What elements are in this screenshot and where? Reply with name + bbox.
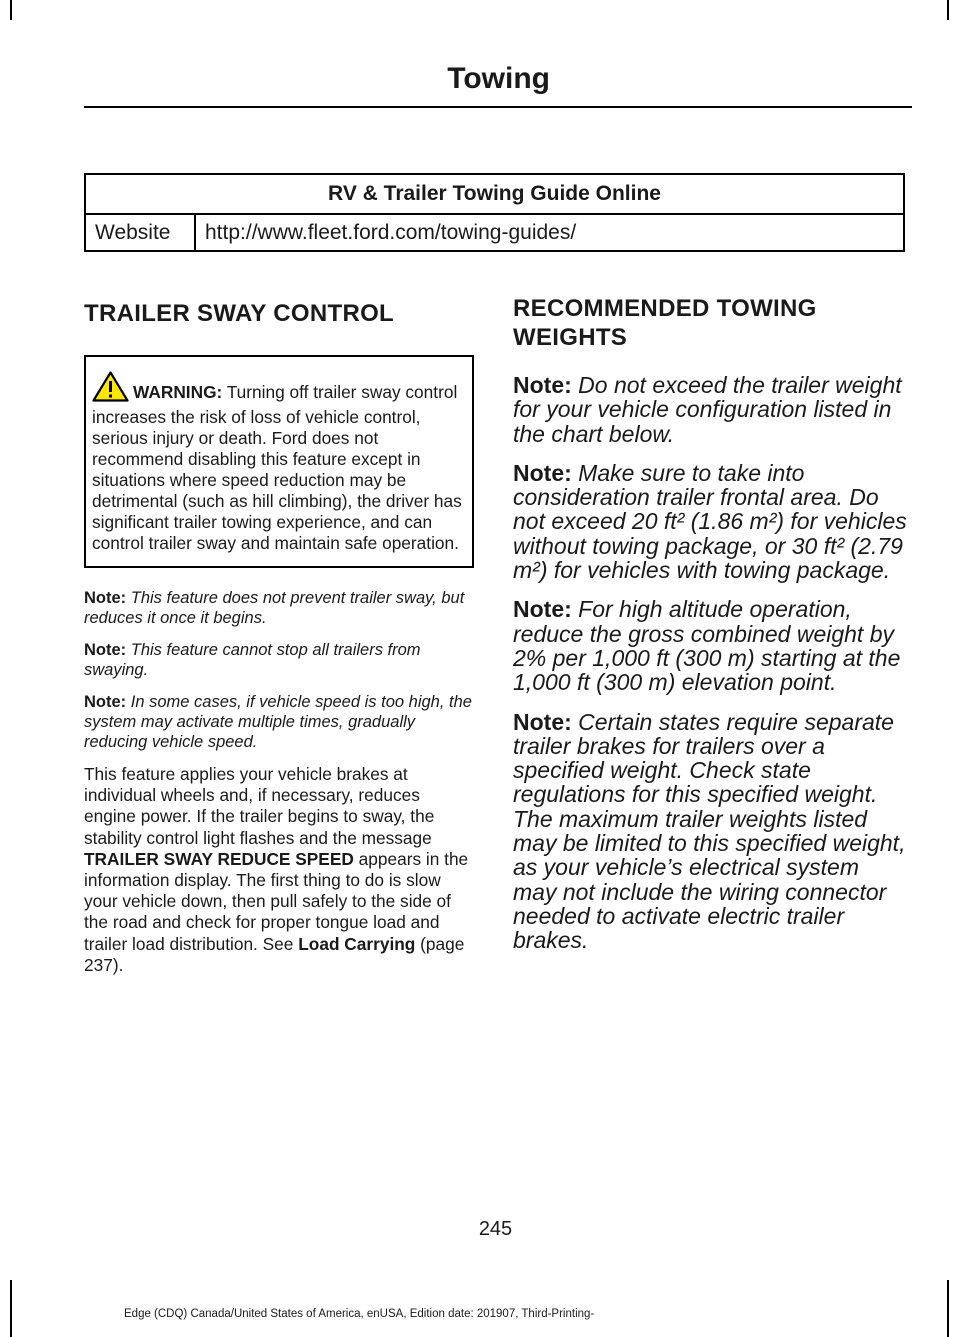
note-text: In some cases, if vehicle speed is too high, the system may activate multiple times, gradually reducing vehicle speed. xyxy=(84,693,472,751)
page-number: 245 xyxy=(478,1218,513,1240)
towing-guide-table xyxy=(84,173,905,252)
note-text: Make sure to take into consideration trailer frontal area. Do not exceed 20 ft² (1.86 m²) for vehicles without towing package, or 30 ft² (2.79 m²) for vehicles with towing package. xyxy=(513,459,907,584)
warning-triangle-icon xyxy=(92,371,129,407)
warning-text: Turning off trailer sway control increases the risk of loss of vehicle control, serious injury or death. Ford does not recommend disabling this feature except in situations where speed reduction may be detrimental (such as hill climbing), the driver has significant trailer towing experience, and can control trailer sway and maintain safe operation. xyxy=(92,382,462,553)
note-label: Note: xyxy=(513,372,572,398)
note-item xyxy=(84,692,474,752)
cross-reference-link[interactable]: Load Carrying xyxy=(298,933,416,954)
note-label: Note: xyxy=(513,459,572,486)
note-item xyxy=(513,373,908,446)
note-text: Do not exceed the trailer weight for your vehicle configuration listed in the chart below. xyxy=(513,372,902,447)
section-heading-trailer-sway: TRAILER SWAY CONTROL xyxy=(84,300,395,327)
paragraph-text: appears in the information display. The first thing to do is slow your vehicle down, then pull safely to the side of the road and check for proper tongue load and trailer load distribution. See xyxy=(84,848,469,954)
note-label: Note: xyxy=(513,596,572,623)
right-column xyxy=(513,294,908,968)
note-label: Note: xyxy=(84,589,127,607)
website-label-cell: Website xyxy=(85,214,195,251)
note-item xyxy=(513,710,908,953)
note-text: This feature does not prevent trailer sway, but reduces it once it begins. xyxy=(84,589,465,627)
body-paragraph xyxy=(84,764,474,976)
left-column xyxy=(84,300,474,976)
crop-mark-top-left xyxy=(10,0,12,20)
note-label: Note: xyxy=(513,708,572,735)
note-label: Note: xyxy=(84,641,127,659)
page-header-title: Towing xyxy=(447,62,550,95)
footer-edition-text: Edge (CDQ) Canada/United States of America, enUSA, Edition date: 201907, Third-Printing- xyxy=(124,1308,595,1320)
website-url-cell[interactable]: http://www.fleet.ford.com/towing-guides/ xyxy=(195,214,904,251)
crop-mark-top-right xyxy=(947,0,949,20)
display-message: TRAILER SWAY REDUCE SPEED xyxy=(84,848,354,869)
note-item xyxy=(84,640,474,680)
note-item xyxy=(513,461,908,582)
header-rule xyxy=(84,106,912,108)
note-item xyxy=(513,597,908,694)
note-item xyxy=(84,588,474,628)
note-label: Note: xyxy=(84,693,127,711)
note-text: This feature cannot stop all trailers from swaying. xyxy=(84,641,421,679)
paragraph-text: This feature applies your vehicle brakes at individual wheels and, if necessary, reduces engine power. If the trailer begins to sway, the stability control light flashes and the message xyxy=(84,764,435,848)
warning-label: WARNING: xyxy=(133,382,223,402)
note-text: Certain states require separate trailer brakes for trailers over a specified weight. Check state regulations for this specified weight. The maximum trailer weights listed may be limited to this specified weight, as your vehicle’s electrical system may not include the wiring connector needed to activate electric trailer brakes. xyxy=(513,708,906,954)
section-heading-towing-weights: RECOMMENDED TOWING WEIGHTS xyxy=(513,295,817,351)
crop-mark-bottom-right xyxy=(947,1280,949,1337)
crop-mark-bottom-left xyxy=(10,1280,12,1337)
table-title: RV & Trailer Towing Guide Online xyxy=(85,174,904,214)
page-reference: (page 237). xyxy=(84,933,465,975)
table-row xyxy=(85,214,904,251)
warning-box xyxy=(84,355,474,568)
note-text: For high altitude operation, reduce the gross combined weight by 2% per 1,000 ft (300 m) starting at the 1,000 ft (300 m) elevation point. xyxy=(513,596,901,696)
